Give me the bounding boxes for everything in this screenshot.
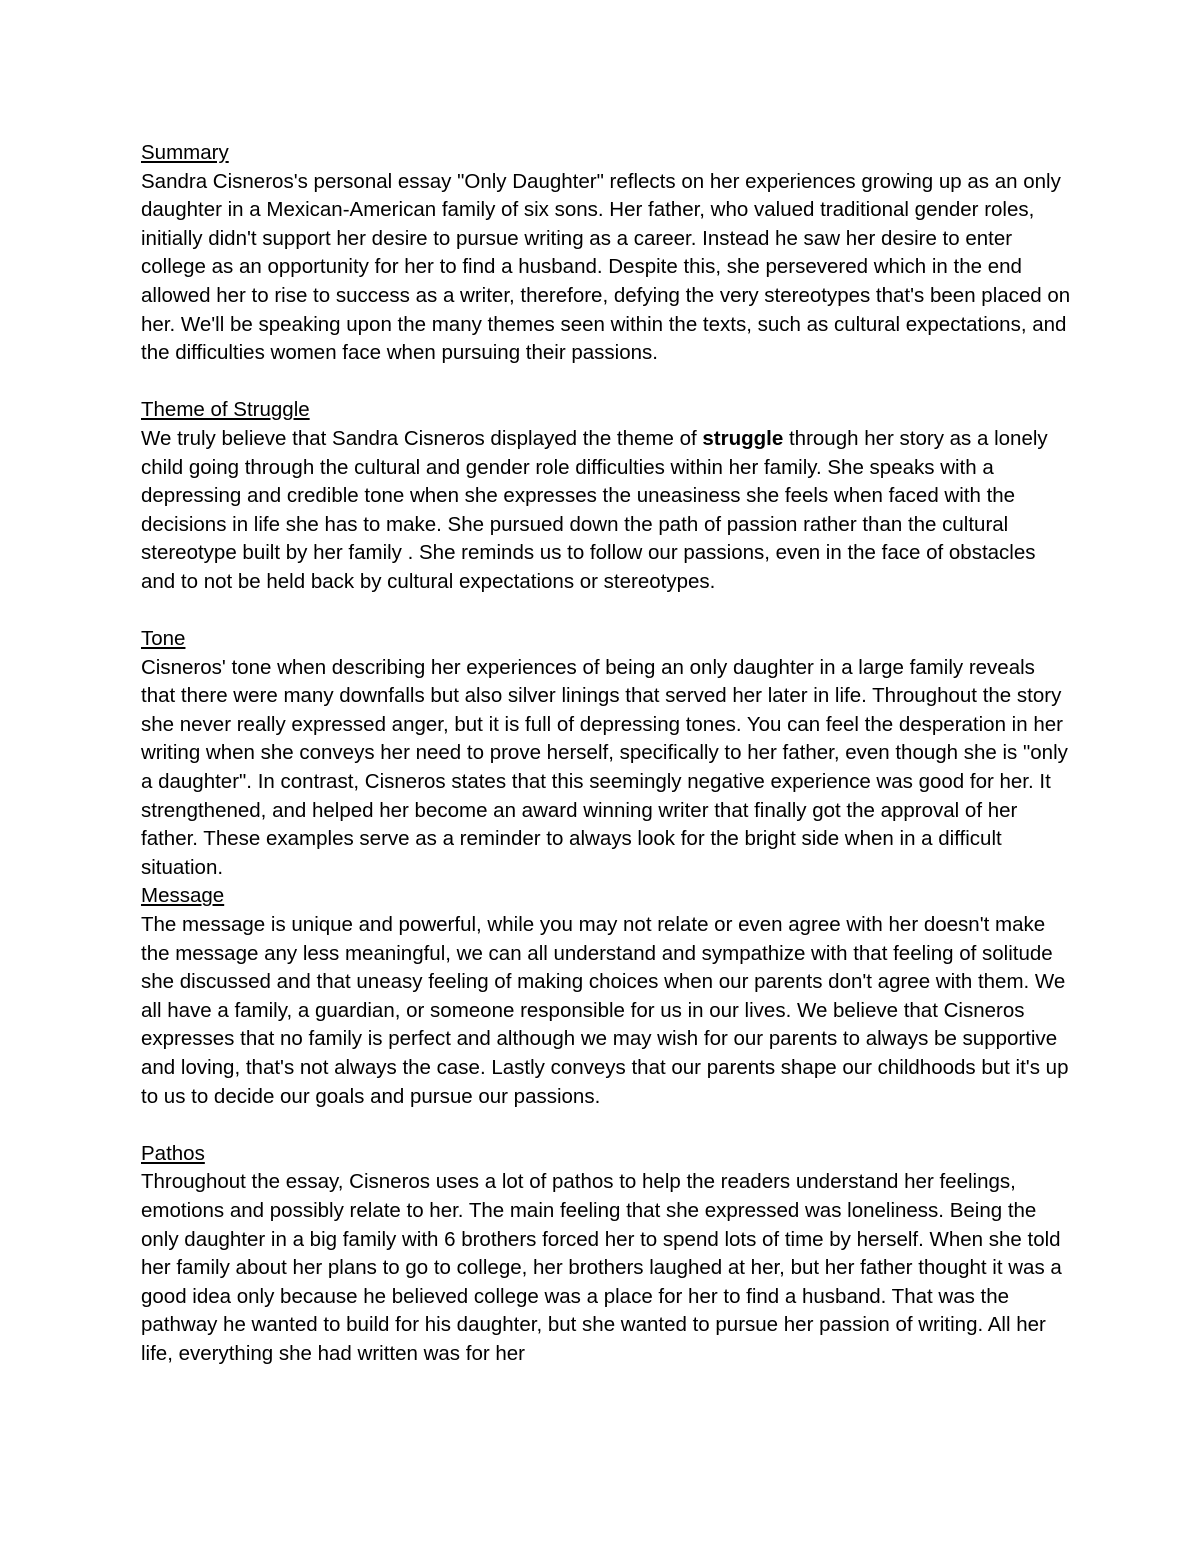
theme-text-start: We truly believe that Sandra Cisneros displayed the theme of (141, 426, 703, 450)
message-heading: Message (141, 884, 225, 908)
tone-section (141, 625, 1071, 882)
summary-paragraph: Sandra Cisneros's personal essay "Only Daughter" reflects on her experiences growing up as an only daughter in a Mexican-American family of six sons. Her father, who valued traditional gender roles, initially didn't support her desire to pursue writing as a career. Instead he saw her desire to enter college as an opportunity for her to find a husband. Despite this, she persevered which in the end allowed her to rise to success as a writer, therefore, defying the very stereotypes that's been placed on her. We'll be speaking upon the many themes seen within the texts, such as cultural expectations, and the difficulties women face when pursuing their passions. (141, 169, 1071, 365)
theme-paragraph (141, 425, 1071, 597)
theme-heading: Theme of Struggle (141, 398, 310, 422)
theme-bold-word: struggle (702, 426, 784, 450)
section-spacer (141, 368, 1071, 397)
section-spacer (141, 597, 1071, 626)
tone-paragraph: Cisneros' tone when describing her experiences of being an only daughter in a large family reveals that there were many downfalls but also silver linings that served her later in life. Throughout the story she never really expressed anger, but it is full of depressing tones. You can feel the desperation in her writing when she conveys her need to prove herself, specifically to her father, even though she is "only a daughter". In contrast, Cisneros states that this seemingly negative experience was good for her. It strengthened, and helped her become an award winning writer that finally got the approval of her father. These examples serve as a reminder to always look for the bright side when in a difficult situation. (141, 655, 1068, 879)
pathos-section (141, 1140, 1071, 1369)
theme-text-end: through her story as a lonely child going through the cultural and gender role difficulties within her family. She speaks with a depressing and credible tone when she expresses the uneasiness she feels when faced with the decisions in life she has to make. She pursued down the path of passion rather than the cultural stereotype built by her family . She reminds us to follow our passions, even in the face of obstacles and to not be held back by cultural expectations or stereotypes. (141, 426, 1048, 593)
tone-heading: Tone (141, 627, 186, 651)
document-page (141, 139, 1071, 1369)
pathos-heading: Pathos (141, 1141, 205, 1165)
message-paragraph: The message is unique and powerful, while you may not relate or even agree with her doesn't make the message any less meaningful, we can all understand and sympathize with that feeling of solitude she discussed and that uneasy feeling of making choices when our parents don't agree with them. We all have a family, a guardian, or someone responsible for us in our lives. We believe that Cisneros expresses that no family is perfect and although we may wish for our parents to always be supportive and loving, that's not always the case. Lastly conveys that our parents shape our childhoods but it's up to us to decide our goals and pursue our passions. (141, 913, 1069, 1108)
summary-section (141, 139, 1071, 368)
theme-section (141, 396, 1071, 596)
pathos-paragraph: Throughout the essay, Cisneros uses a lot of pathos to help the readers understand her feelings, emotions and possibly relate to her. The main feeling that she expressed was loneliness. Being the only daughter in a big family with 6 brothers forced her to spend lots of time by herself. When she told her family about her plans to go to college, her brothers laughed at her, but her father thought it was a good idea only because he believed college was a place for her to find a husband. That was the pathway he wanted to build for his daughter, but she wanted to pursue her passion of writing. All her life, everything she had written was for her (141, 1170, 1062, 1365)
summary-heading: Summary (141, 141, 229, 164)
message-section (141, 882, 1071, 1111)
section-spacer (141, 1111, 1071, 1140)
